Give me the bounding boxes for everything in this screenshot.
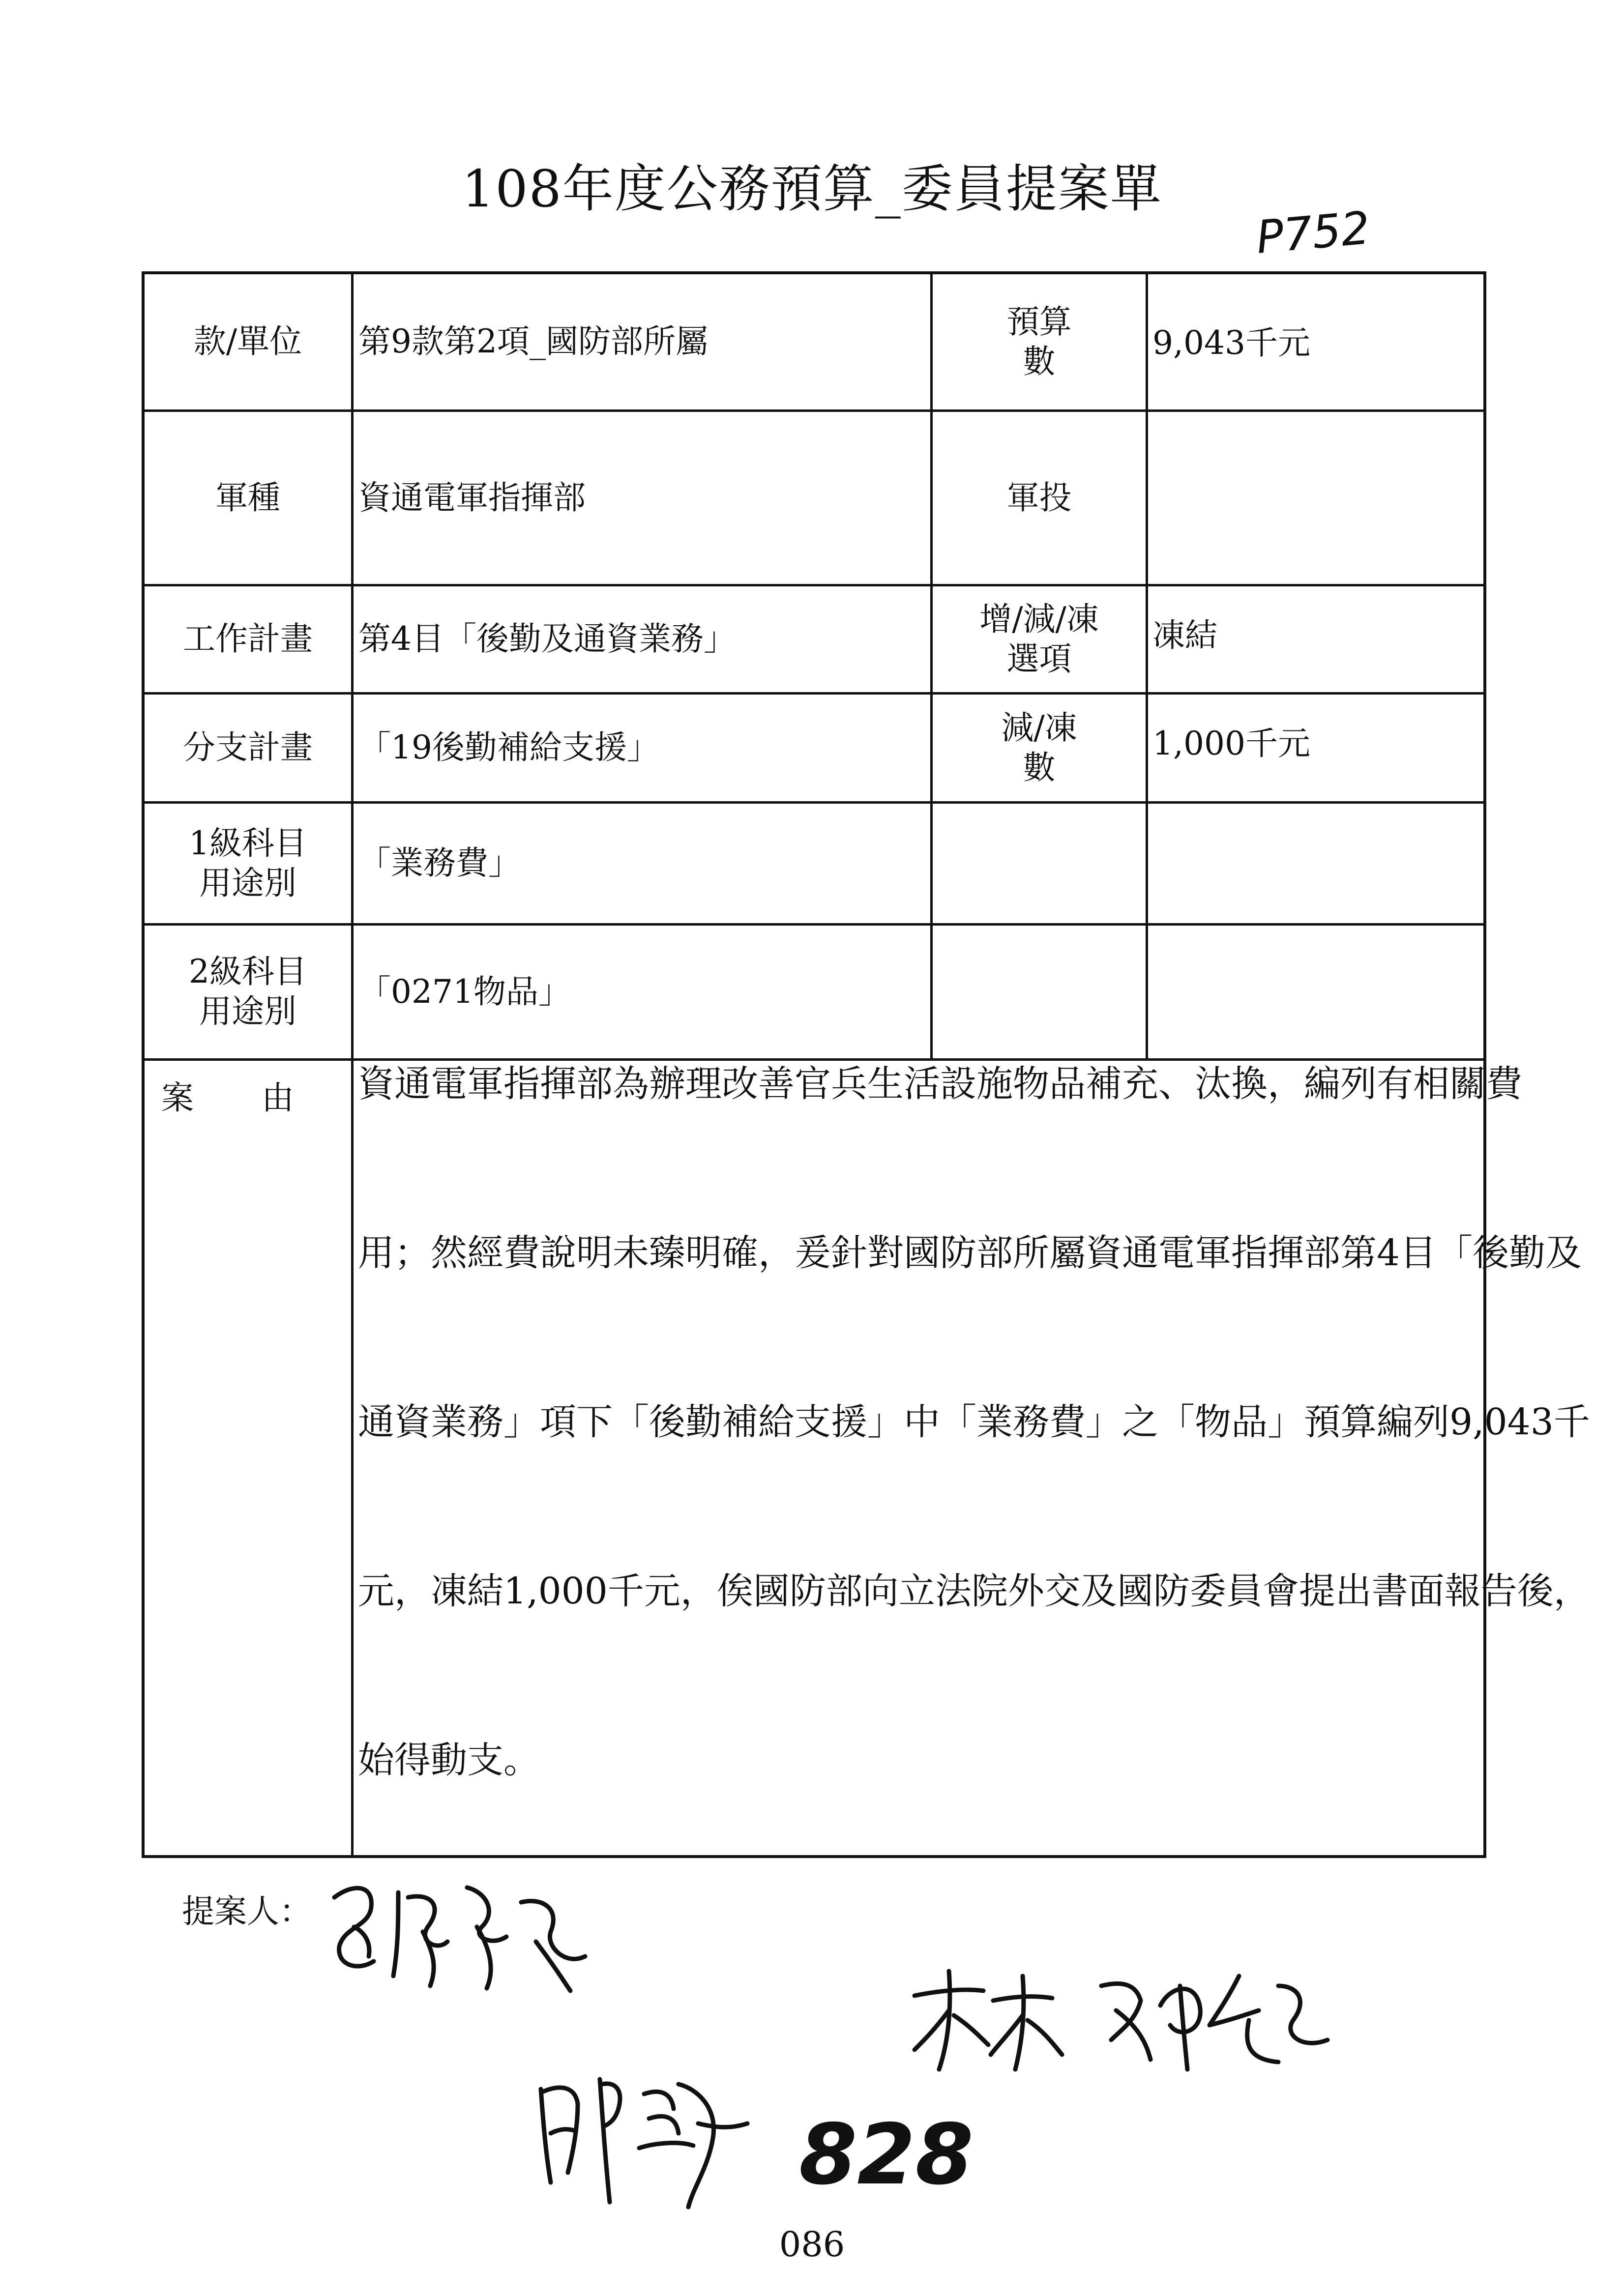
reason-line: 通資業務」項下「後勤補給支援」中「業務費」之「物品」預算編列9,043千 xyxy=(358,1401,1590,1443)
handwritten-number: 828 xyxy=(799,2106,974,2204)
page-number: 086 xyxy=(779,2224,845,2265)
value-military-investment xyxy=(1152,412,1482,584)
label-level1-item: 1級科目 用途別 xyxy=(189,824,307,902)
value-level2-item: 「0271物品」 xyxy=(358,972,571,1011)
label-sub-plan: 分支計畫 xyxy=(183,728,313,767)
label-level2-item: 2級科目 用途別 xyxy=(189,953,307,1030)
reason-line: 元，凍結1,000千元，俟國防部向立法院外交及國防委員會提出書面報告後， xyxy=(358,1570,1590,1612)
signature-1 xyxy=(325,1868,600,1996)
value-work-plan: 第4目「後勤及通資業務」 xyxy=(358,620,736,658)
value-reduce-freeze-amount: 1,000千元 xyxy=(1152,725,1310,762)
value-adjust-option: 凍結 xyxy=(1152,616,1217,654)
label-reduce-freeze-amount: 減/凍 數 xyxy=(1001,708,1077,786)
page-code-handwritten: P752 xyxy=(1254,202,1372,264)
column-divider xyxy=(1146,274,1148,1061)
reason-line: 始得動支。 xyxy=(358,1739,540,1781)
value-level1-extra-2 xyxy=(1152,804,1482,923)
reason-text xyxy=(358,1063,1590,1911)
row-divider xyxy=(145,1058,1484,1061)
reason-line: 資通電軍指揮部為辦理改善官兵生活設施物品補充、汰換，編列有相關費 xyxy=(358,1063,1522,1105)
label-work-plan: 工作計畫 xyxy=(183,620,313,658)
value-level1-item: 「業務費」 xyxy=(358,844,521,882)
label-service-branch: 軍種 xyxy=(215,478,280,517)
reason-line: 用；然經費說明未臻明確，爰針對國防部所屬資通電軍指揮部第4目「後勤及 xyxy=(358,1232,1582,1274)
label-budget-amount: 預算 數 xyxy=(1006,302,1072,380)
proposer-label: 提案人： xyxy=(182,1892,312,1930)
value-service-branch: 資通電軍指揮部 xyxy=(358,478,586,517)
label-section-unit: 款/單位 xyxy=(193,322,302,361)
value-level1-extra xyxy=(933,804,1146,923)
label-military-investment: 軍投 xyxy=(1006,478,1072,517)
value-level2-extra-2 xyxy=(1152,926,1482,1058)
value-sub-plan: 「19後勤補給支援」 xyxy=(358,728,659,767)
label-adjust-option: 增/減/凍 選項 xyxy=(979,600,1099,678)
value-level2-extra xyxy=(933,926,1146,1058)
form-title: 108年度公務預算_委員提案單 xyxy=(462,159,1162,219)
reason-label xyxy=(161,1072,309,1118)
column-divider xyxy=(351,274,354,1856)
signature-3 xyxy=(531,2055,757,2217)
reason-label-left: 案 xyxy=(161,1079,194,1117)
signature-2 xyxy=(905,1956,1357,2084)
reason-label-right: 由 xyxy=(262,1079,294,1117)
value-section-unit: 第9款第2項_國防部所屬 xyxy=(358,322,708,361)
value-budget-amount: 9,043千元 xyxy=(1152,324,1310,362)
